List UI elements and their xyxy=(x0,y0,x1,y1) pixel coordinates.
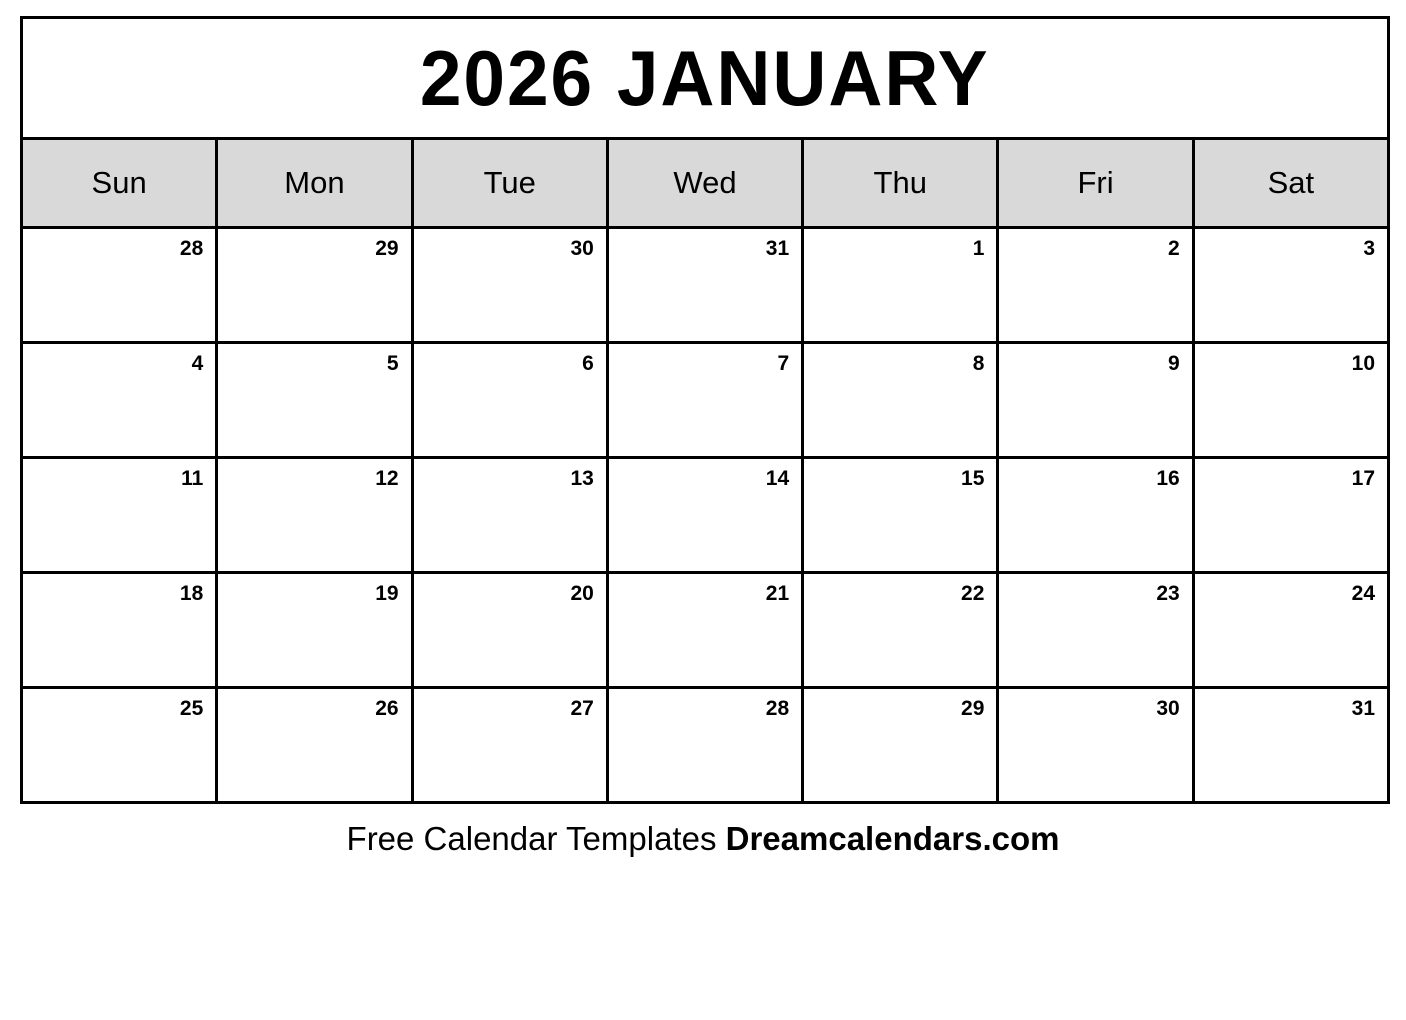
date-number: 1 xyxy=(972,237,985,260)
weekday-header-sat: Sat xyxy=(1193,139,1388,228)
date-number: 19 xyxy=(375,582,399,605)
date-number: 7 xyxy=(777,352,790,375)
date-number: 14 xyxy=(765,467,790,490)
day-cell xyxy=(803,228,998,343)
date-number: 29 xyxy=(961,697,985,720)
day-cell xyxy=(217,573,412,688)
date-number: 10 xyxy=(1351,352,1375,375)
day-cell xyxy=(1193,688,1388,803)
calendar xyxy=(20,16,1390,804)
weekday-header-mon: Mon xyxy=(217,139,412,228)
week-row xyxy=(22,228,1389,343)
weekday-header-row xyxy=(22,139,1389,228)
day-cell xyxy=(217,688,412,803)
date-number: 3 xyxy=(1363,237,1375,260)
day-cell xyxy=(217,228,412,343)
calendar-grid xyxy=(20,137,1390,804)
footer-free-text: Free Calendar Templates xyxy=(346,820,726,857)
day-cell xyxy=(607,688,802,803)
date-number: 31 xyxy=(1351,697,1375,720)
date-number: 29 xyxy=(375,237,399,260)
week-row xyxy=(22,343,1389,458)
day-cell xyxy=(998,458,1193,573)
footer-brand: Dreamcalendars.com xyxy=(725,820,1060,857)
day-cell xyxy=(998,688,1193,803)
date-number: 6 xyxy=(582,352,594,375)
date-number: 20 xyxy=(570,582,594,605)
date-number: 4 xyxy=(191,352,204,375)
date-number: 25 xyxy=(179,697,204,720)
date-number: 30 xyxy=(1156,697,1180,720)
calendar-title: 2026 JANUARY xyxy=(420,33,990,122)
day-cell xyxy=(412,343,607,458)
date-number: 30 xyxy=(570,237,594,260)
calendar-title-box xyxy=(20,16,1390,140)
day-cell xyxy=(1193,458,1388,573)
day-cell xyxy=(412,458,607,573)
weekday-header-tue: Tue xyxy=(412,139,607,228)
day-cell xyxy=(1193,343,1388,458)
date-number: 13 xyxy=(570,467,594,490)
date-number: 15 xyxy=(961,467,985,490)
date-number: 24 xyxy=(1351,582,1375,605)
week-row xyxy=(22,458,1389,573)
day-cell xyxy=(412,228,607,343)
day-cell xyxy=(607,228,802,343)
date-number: 28 xyxy=(765,697,790,720)
date-number: 23 xyxy=(1156,582,1180,605)
date-number: 11 xyxy=(181,467,204,490)
day-cell xyxy=(22,343,217,458)
day-cell xyxy=(412,573,607,688)
date-number: 22 xyxy=(961,582,985,605)
footer xyxy=(0,820,1406,858)
date-number: 31 xyxy=(765,237,790,260)
date-number: 2 xyxy=(1168,237,1180,260)
date-number: 26 xyxy=(375,697,399,720)
day-cell xyxy=(217,458,412,573)
date-number: 8 xyxy=(972,352,985,375)
date-number: 16 xyxy=(1156,467,1180,490)
day-cell xyxy=(1193,228,1388,343)
day-cell xyxy=(998,343,1193,458)
day-cell xyxy=(998,228,1193,343)
day-cell xyxy=(22,573,217,688)
day-cell xyxy=(607,343,802,458)
date-number: 12 xyxy=(375,467,399,490)
day-cell xyxy=(803,343,998,458)
day-cell xyxy=(22,688,217,803)
day-cell xyxy=(607,458,802,573)
date-number: 21 xyxy=(765,582,790,605)
day-cell xyxy=(22,458,217,573)
day-cell xyxy=(998,573,1193,688)
date-number: 5 xyxy=(386,352,399,375)
date-number: 27 xyxy=(570,697,594,720)
day-cell xyxy=(22,228,217,343)
weekday-header-fri: Fri xyxy=(998,139,1193,228)
date-number: 18 xyxy=(179,582,204,605)
date-number: 28 xyxy=(179,237,204,260)
day-cell xyxy=(803,688,998,803)
day-cell xyxy=(607,573,802,688)
week-row xyxy=(22,688,1389,803)
day-cell xyxy=(217,343,412,458)
day-cell xyxy=(412,688,607,803)
day-cell xyxy=(803,573,998,688)
weekday-header-wed: Wed xyxy=(607,139,802,228)
week-row xyxy=(22,573,1389,688)
day-cell xyxy=(1193,573,1388,688)
day-cell xyxy=(803,458,998,573)
date-number: 17 xyxy=(1351,467,1375,490)
date-number: 9 xyxy=(1168,352,1180,375)
weekday-header-sun: Sun xyxy=(22,139,217,228)
weekday-header-thu: Thu xyxy=(803,139,998,228)
